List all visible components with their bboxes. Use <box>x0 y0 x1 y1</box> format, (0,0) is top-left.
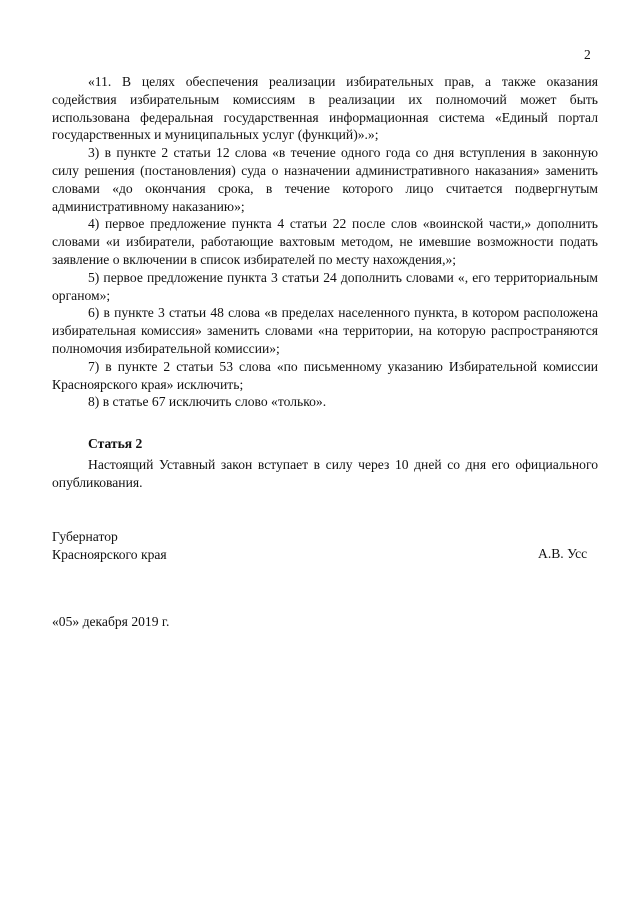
article-2-body <box>52 456 598 492</box>
article-2-heading: Статья 2 <box>88 436 143 451</box>
signatory-name: А.В. Усс <box>538 546 588 561</box>
paragraph-item-11: «11. В целях обеспечения реализации избирательных прав, а также оказания содействия избирательным комиссиям в реализации их полномочий может быть использована федеральная государственная информационная система «Единый портал государственных и муниципальных услуг (функций)».»; <box>52 74 598 143</box>
article-2-text: Настоящий Уставный закон вступает в силу через 10 дней со дня его официального опубликования. <box>52 457 598 490</box>
paragraph-item-5: 5) первое предложение пункта 3 статьи 24 дополнить словами «, его территориальным органом»; <box>52 269 598 303</box>
paragraph-item-7: 7) в пункте 2 статьи 53 слова «по письменному указанию Избирательной комиссии Красноярского края» исключить; <box>52 358 598 392</box>
document-date: «05» декабря 2019 г. <box>52 614 170 629</box>
signatory-title-line2: Красноярского края <box>52 547 167 562</box>
page-number: 2 <box>584 47 591 62</box>
paragraph-item-4: 4) первое предложение пункта 4 статьи 22 после слов «воинской части,» дополнить словами «и избиратели, работающие вахтовым методом, не имевшие возможности подать заявление о включении в список избирателей по месту нахождения,»; <box>52 216 598 267</box>
amendments-text <box>52 73 598 411</box>
signatory-title <box>52 528 167 564</box>
paragraph-item-6: 6) в пункте 3 статьи 48 слова «в пределах населенного пункта, в котором расположена избирательная комиссия» заменить словами «на территории, на которую распространяются полномочия избирательной комиссии»; <box>52 305 598 356</box>
signatory-title-line1: Губернатор <box>52 529 118 544</box>
paragraph-item-3: 3) в пункте 2 статьи 12 слова «в течение одного года со дня вступления в законную силу решения (постановления) суда о назначении административного наказания» заменить словами «до окончания срока, в течение которого лицо считается подвергнутым административному наказанию»; <box>52 145 598 214</box>
paragraph-item-8: 8) в статье 67 исключить слово «только». <box>88 394 327 410</box>
